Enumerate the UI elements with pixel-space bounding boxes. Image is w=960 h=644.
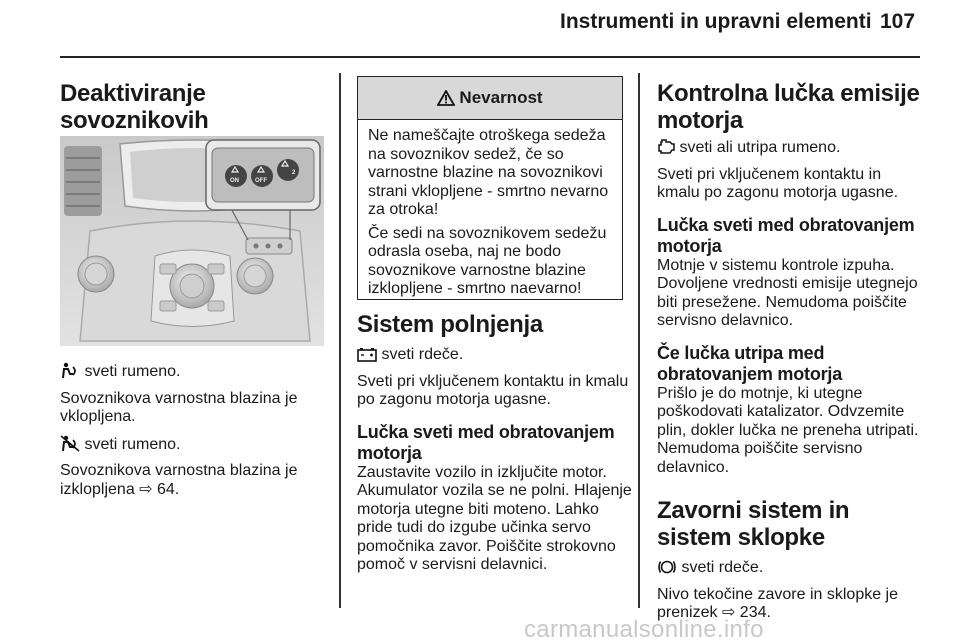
airbag-off-line <box>60 435 330 455</box>
brake-clutch-heading: Zavorni sistem in sistem sklopke <box>657 497 850 551</box>
warning-triangle-icon <box>437 90 455 106</box>
emission-running-description: Motnje v sistemu kontrole izpuha. Dovoljene vrednosti emisije utegnejo biti presežene. Nemudoma poiščite servisno delavnico. <box>657 256 918 329</box>
airbag-off-description-text: Sovoznikova varnostna blazina je izklopljena <box>60 462 298 498</box>
emission-light-heading: Kontrolna lučka emisije motorja <box>657 80 920 134</box>
brake-light-text: sveti rdeče. <box>681 559 764 576</box>
brake-light-line <box>657 559 925 578</box>
emission-flashing-subheading: Če lučka utripa med obratovanjem motorja <box>657 342 843 384</box>
airbag-on-text: sveti rumeno. <box>84 363 181 380</box>
page-number: 107 <box>880 10 916 33</box>
airbag-off-description <box>60 462 330 499</box>
brake-fluid-page-ref[interactable]: 234. <box>739 604 771 621</box>
charging-light-description: Sveti pri vključenem kontaktu in kmalu po zagonu motorja ugasne. <box>357 372 629 408</box>
battery-icon <box>357 347 377 362</box>
warning-paragraph-1: Ne nameščajte otroškega sedeža na sovoznikov sedež, če so varnostne blazine na sovoznikovi strani vklopljene - smrtno nevarno za otroka! <box>368 127 609 218</box>
airbag-on-description: Sovoznikova varnostna blazina je vklopljena. <box>60 389 298 425</box>
cross-reference-arrow-icon: ⇨ <box>721 604 736 621</box>
airbag-off-page-ref[interactable]: 64. <box>157 480 180 498</box>
warning-body <box>358 120 622 299</box>
airbag-off-icon <box>60 435 80 452</box>
airbag-deactivation-heading: Deaktiviranje sovoznikovih <box>60 80 209 134</box>
callout-label-2: 2 <box>292 170 296 176</box>
airbag-on-icon <box>60 362 80 379</box>
column-1-text <box>60 362 330 499</box>
charging-light-text: sveti rdeče. <box>381 346 464 363</box>
charging-system-heading: Sistem polnjenja <box>357 311 543 338</box>
charging-running-description: Zaustavite vozilo in izključite motor. Akumulator vozila se ne polni. Hlajenje motorja utegne biti moteno. Lahko pride tudi do izgube učinka servo pomočnika zavor. Poiščite strokovno pomoč v servisni delavnici. <box>357 463 632 573</box>
emission-light-text: sveti ali utripa rumeno. <box>679 139 841 156</box>
charging-light-line <box>357 346 632 365</box>
emission-running-subheading: Lučka sveti med obratovanjem motorja <box>657 214 915 256</box>
warning-title: Nevarnost <box>459 88 543 107</box>
header-rule <box>60 56 920 58</box>
callout-label-on: ON <box>230 178 239 184</box>
running-header-title: Instrumenti in upravni elementi <box>560 10 872 33</box>
warning-paragraph-2: Če sedi na sovoznikovem sedežu odrasla oseba, naj ne bodo sovoznikove varnostne blazine izklopljene - smrtno naevarno! <box>368 224 607 297</box>
brake-warning-icon <box>657 559 677 575</box>
column-divider-1 <box>339 73 341 608</box>
airbag-off-text: sveti rumeno. <box>84 435 181 453</box>
engine-icon <box>657 139 675 155</box>
danger-warning-box <box>357 76 623 300</box>
emission-light-description: Sveti pri vključenem kontaktu in kmalu po zagonu motorja ugasne. <box>657 165 899 201</box>
watermark: carmanualsonline.info <box>524 616 764 643</box>
column-3 <box>657 80 925 623</box>
center-console-illustration <box>60 136 324 346</box>
emission-flashing-description: Prišlo je do motnje, ki utegne poškodovati katalizator. Odvzemite plin, dokler lučka ne preneha utripati. Nemudoma poiščite servisno delavnico. <box>657 384 919 476</box>
emission-light-line <box>657 139 925 158</box>
callout-label-off: OFF <box>255 178 267 184</box>
cross-reference-arrow-icon: ⇨ <box>139 480 153 498</box>
charging-running-subheading: Lučka sveti med obratovanjem motorja <box>357 421 615 463</box>
brake-fluid-description-text: Nivo tekočine zavore in sklopke je prenizek <box>657 585 899 621</box>
dashboard-photo <box>60 136 324 346</box>
column-divider-2 <box>638 73 640 608</box>
warning-header <box>358 77 622 120</box>
airbag-on-line <box>60 362 330 382</box>
charging-system-section <box>357 311 632 575</box>
